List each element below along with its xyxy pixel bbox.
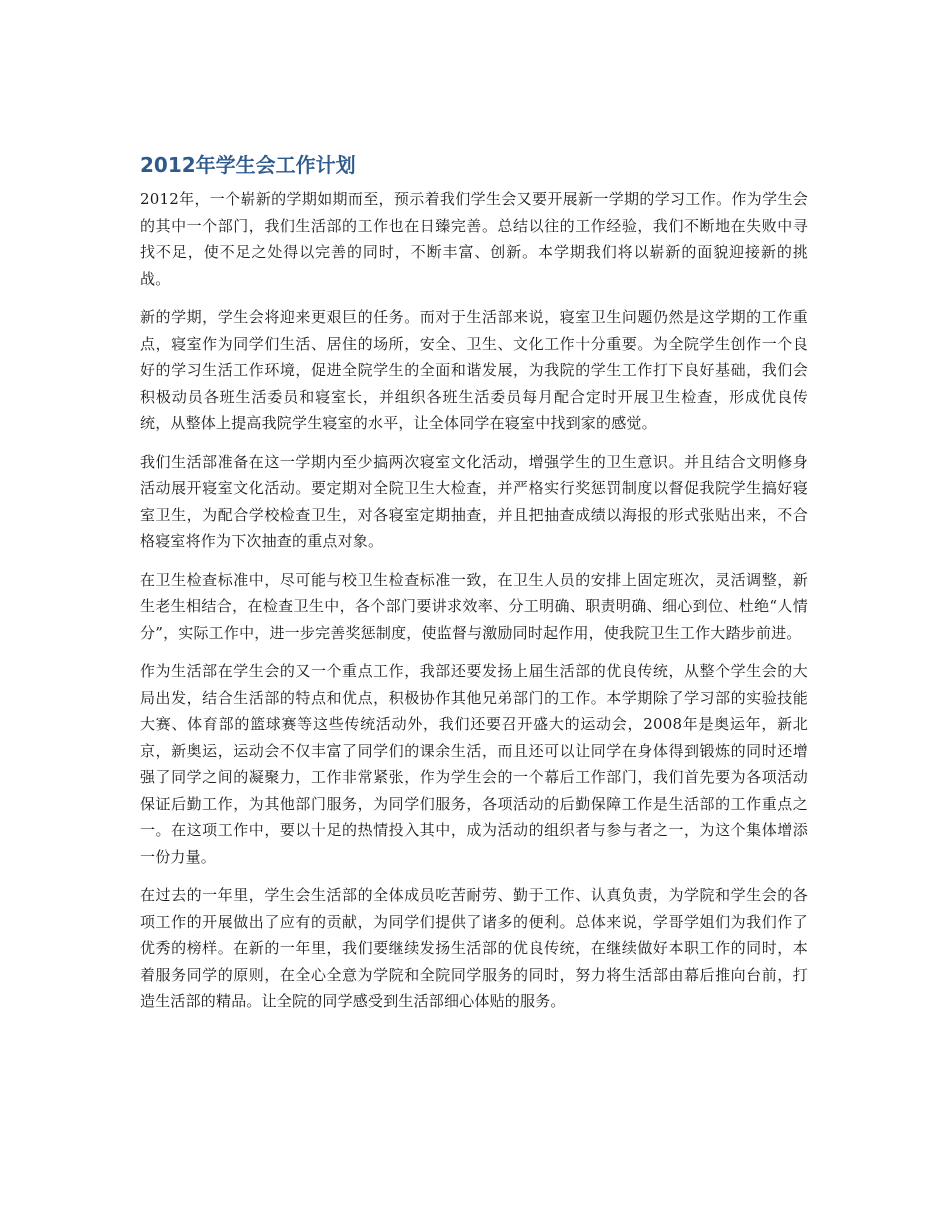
document-title: 2012年学生会工作计划 [140,153,356,177]
paragraph-3: 我们生活部准备在这一学期内至少搞两次寝室文化活动，增强学生的卫生意识。并且结合文明修身活动展开寝室文化活动。要定期对全院卫生大检查，并严格实行奖惩罚制度以督促我院学生搞好寝室卫生，为配合学校检查卫生，对各寝室定期抽查，并且把抽查成绩以海报的形式张贴出来，不合格寝室将作为下次抽查的重点对象。 [140,452,808,550]
paragraph-6: 在过去的一年里，学生会生活部的全体成员吃苦耐劳、勤于工作、认真负责，为学院和学生会的各项工作的开展做出了应有的贡献，为同学们提供了诸多的便利。总体来说，学哥学姐们为我们作了优秀的榜样。在新的一年里，我们要继续发扬生活部的优良传统，在继续做好本职工作的同时，本着服务同学的原则，在全心全意为学院和全院同学服务的同时，努力将生活部由幕后推向台前，打造生活部的精品。让全院的同学感受到生活部细心体贴的服务。 [140,886,808,1010]
paragraph-5: 作为生活部在学生会的又一个重点工作，我部还要发扬上届生活部的优良传统，从整个学生会的大局出发，结合生活部的特点和优点，积极协作其他兄弟部门的工作。本学期除了学习部的实验技能大赛、体育部的篮球赛等这些传统活动外，我们还要召开盛大的运动会，2008年是奥运年，新北京，新奥运，运动会不仅丰富了同学们的课余生活，而且还可以让同学在身体得到锻炼的同时还增强了同学之间的凝聚力，工作非常紧张，作为学生会的一个幕后工作部门，我们首先要为各项活动保证后勤工作，为其他部门服务，为同学们服务，各项活动的后勤保障工作是生活部的工作重点之一。在这项工作中，要以十足的热情投入其中，成为活动的组织者与参与者之一，为这个集体增添一份力量。 [140,662,808,866]
paragraph-1: 2012年，一个崭新的学期如期而至，预示着我们学生会又要开展新一学期的学习工作。作为学生会的其中一个部门，我们生活部的工作也在日臻完善。总结以往的工作经验，我们不断地在失败中寻找不足，使不足之处得以完善的同时，不断丰富、创新。本学期我们将以崭新的面貌迎接新的挑战。 [140,190,808,288]
paragraph-4: 在卫生检查标准中，尽可能与校卫生检查标准一致，在卫生人员的安排上固定班次，灵活调整，新生老生相结合，在检查卫生中，各个部门要讲求效率、分工明确、职责明确、细心到位、杜绝“人情分”，实际工作中，进一步完善奖惩制度，使监督与激励同时起作用，使我院卫生工作大踏步前进。 [140,570,808,642]
document-page [140,150,808,1027]
paragraph-2: 新的学期，学生会将迎来更艰巨的任务。而对于生活部来说，寝室卫生问题仍然是这学期的工作重点，寝室作为同学们生活、居住的场所，安全、卫生、文化工作十分重要。为全院学生创作一个良好的学习生活工作环境，促进全院学生的全面和谐发展，为我院的学生工作打下良好基础，我们会积极动员各班生活委员和寝室长，并组织各班生活委员每月配合定时开展卫生检查，形成优良传统，从整体上提高我院学生寝室的水平，让全体同学在寝室中找到家的感觉。 [140,308,808,432]
